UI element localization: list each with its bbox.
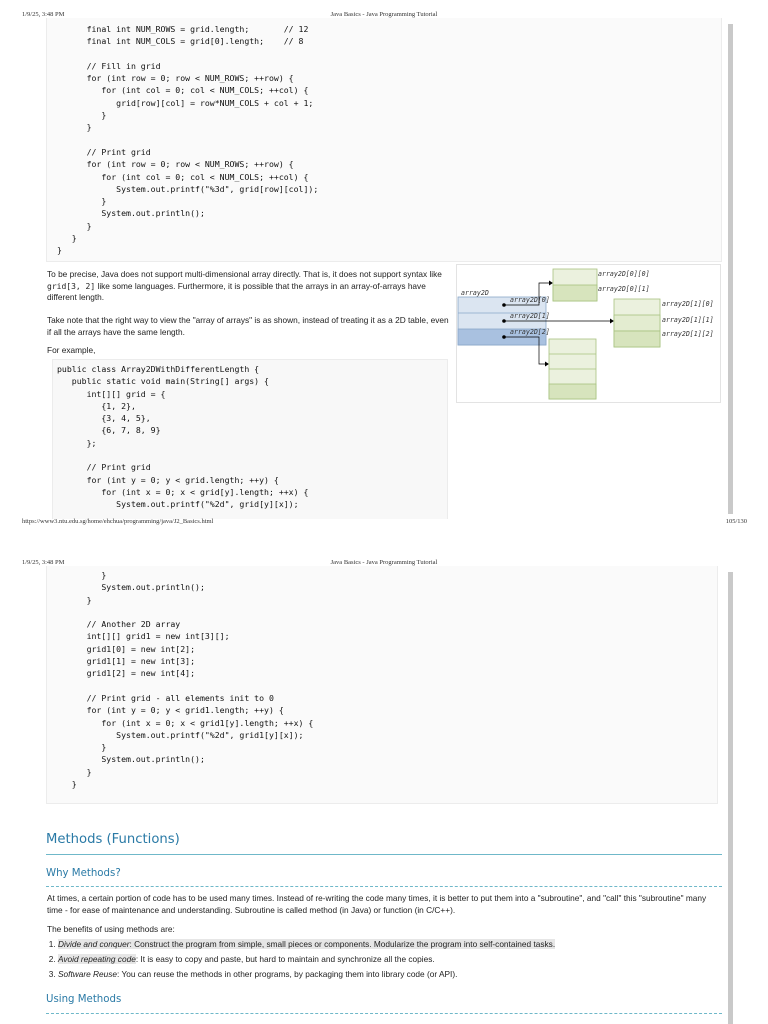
benefit-text: : You can reuse the methods in other programs, by packaging them into library code (or API).: [117, 969, 458, 979]
heading-why-methods: [46, 868, 722, 887]
benefit-term: Divide and conquer: [58, 939, 130, 949]
paragraph-text: To be precise, Java does not support multi-dimensional array directly. That is, it does not support syntax like: [47, 269, 442, 279]
code-text: final int NUM_ROWS = grid.length; // 12 final int NUM_COLS = grid[0].length; // 8 // Fill in grid for (int row = 0; row < NUM_ROWS; ++row) { for (int col = 0; col < NUM_COLS; ++col) { grid[row][col] = row*NUM_COLS + col + 1; } } // Print grid for (int row = 0; row < NUM_ROWS; ++row) { for (int col = 0; col < NUM_COLS; ++col) { System.out.printf("%3d", grid[row][col]); } System.out.println(); } } }: [57, 24, 319, 256]
heading-text: Using Methods: [46, 994, 122, 1005]
benefit-text: : It is easy to copy and paste, but hard to maintain and synchronize all the copies.: [135, 954, 435, 964]
heading-text: Methods (Functions): [46, 832, 180, 847]
code-block-example: [52, 359, 448, 519]
paragraph-benefits-intro: The benefits of using methods are:: [47, 924, 175, 934]
code-block-grid1: [46, 566, 718, 804]
paragraph-for-example: For example,: [47, 345, 96, 355]
array-of-arrays-diagram: [456, 264, 721, 403]
code-text: public class Array2DWithDifferentLength { public static void main(String[] args) { int[][] grid = { {1, 2}, {3, 4, 5}, {6, 7, 8, 9} }; // Print grid for (int y = 0; y < grid.length; ++y) { for (int x = 0; x < grid[y].length; ++x) { System.out.printf("%2d", grid[y][x]);: [57, 364, 309, 510]
code-text: } System.out.println(); } // Another 2D array int[][] grid1 = new int[3][]; grid1[0] = new int[2]; grid1[1] = new int[3]; grid1[2] = new int[4]; // Print grid - all elements init to 0 for (int y = 0; y < grid1.length; ++y) { for (int x = 0; x < grid1[y].length; ++x) { System.out.printf("%2d", grid1[y][x]); } System.out.println(); } }: [71, 570, 314, 790]
benefit-term: Avoid repeating code: [58, 954, 136, 964]
header-title: Java Basics - Java Programming Tutorial: [330, 559, 438, 566]
paragraph-text: like some languages. Furthermore, it is possible that the arrays in an array-of-arrays have different length.: [47, 280, 426, 303]
diagram-svg: [457, 265, 722, 404]
page-footer: [0, 518, 768, 528]
label-array2d-0-1: array2D[0][1]: [598, 285, 650, 293]
label-array2d-1-1: array2D[1][1]: [662, 316, 714, 324]
benefits-list: [48, 937, 555, 982]
heading-text: Why Methods?: [46, 868, 121, 879]
list-item: [58, 967, 555, 982]
label-array2d-1-0: array2D[1][0]: [662, 300, 714, 308]
footer-url: https://www3.ntu.edu.sg/home/ehchua/programming/java/J2_Basics.html: [22, 518, 214, 525]
footer-page-number: 105/130: [725, 518, 747, 525]
header-datetime: 1/9/25, 3:48 PM: [22, 559, 65, 566]
label-array2d-2: array2D[2]: [510, 328, 550, 336]
content-right-border: [728, 24, 733, 514]
label-array2d-0-0: array2D[0][0]: [598, 270, 650, 278]
benefit-text: : Construct the program from simple, small pieces or components. Modularize the program into self-contained tasks.: [129, 939, 556, 949]
header-datetime: 1/9/25, 3:48 PM: [22, 11, 65, 18]
paragraph-array-of-arrays: Take note that the right way to view the "array of arrays" is as shown, instead of treating it as a 2D table, even if all the arrays have the same length.: [47, 315, 449, 337]
header-title: Java Basics - Java Programming Tutorial: [330, 11, 438, 18]
paragraph-why-methods: At times, a certain portion of code has to be used many times. Instead of re-writing the code many times, it is better to put them into a "subroutine", and "call" this "subroutine" many time - for ease of maintenance and understanding. Subroutine is called method (in Java) or function (in C/C++).: [47, 893, 707, 915]
content-right-border: [728, 572, 733, 1024]
heading-using-methods: [46, 994, 722, 1014]
label-array2d-1: array2D[1]: [510, 312, 550, 320]
code-block-grid: [46, 18, 722, 262]
list-item: [58, 952, 555, 967]
label-array2d-1-2: array2D[1][2]: [662, 330, 714, 338]
label-array2d: array2D: [461, 289, 489, 297]
heading-methods: [46, 832, 722, 855]
list-item: [58, 937, 555, 952]
benefit-term: Software Reuse: [58, 969, 118, 979]
paragraph-multidim: [47, 269, 449, 304]
label-array2d-0: array2D[0]: [510, 296, 550, 304]
inline-code: grid[3, 2]: [47, 281, 96, 291]
